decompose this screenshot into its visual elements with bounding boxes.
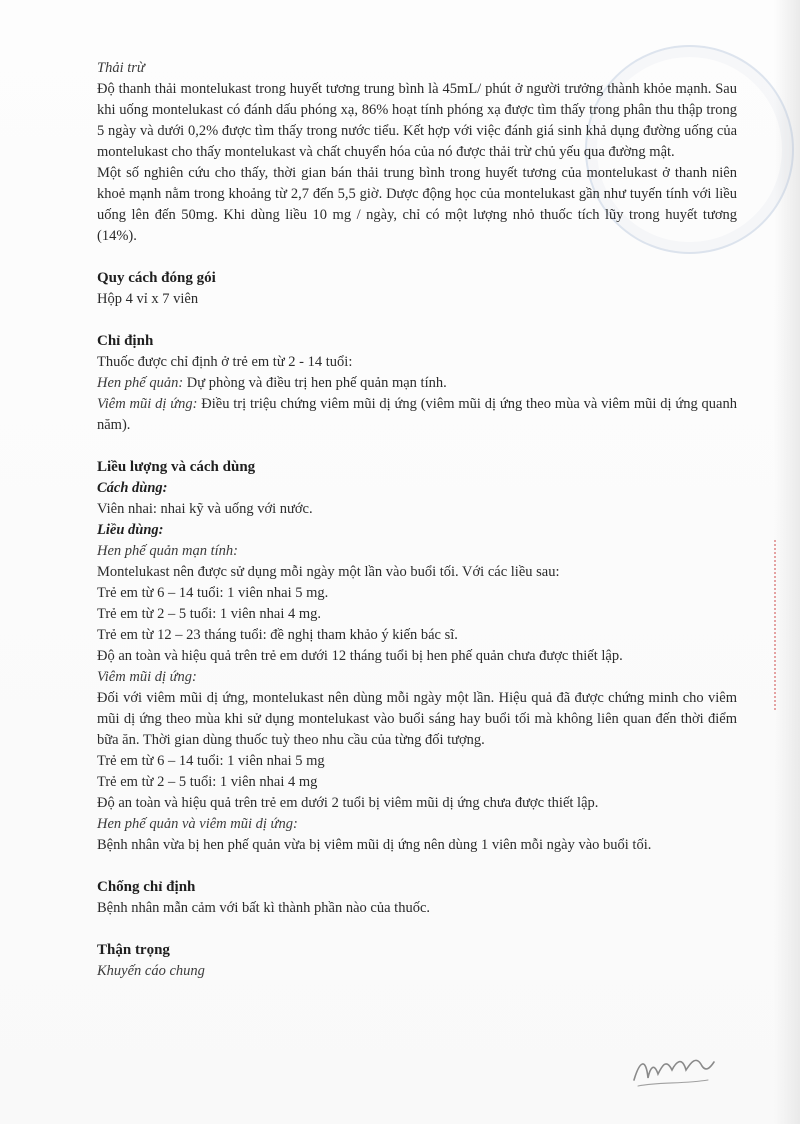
chi-dinh-viem-text: Điều trị triệu chứng viêm mũi dị ứng (viêm mũi dị ứng theo mùa và viêm mũi dị ứng quanh năm). <box>97 396 737 433</box>
hen-man-line-3: Trẻ em từ 2 – 5 tuổi: 1 viên nhai 4 mg. <box>97 606 322 622</box>
ket-hop-text: Bệnh nhân vừa bị hen phế quản vừa bị viêm mũi dị ứng nên dùng 1 viên mỗi ngày vào buổi tối. <box>97 837 652 853</box>
chi-dinh-hen-label: Hen phế quản: <box>97 375 184 391</box>
than-trong-subtitle: Khuyến cáo chung <box>97 963 205 979</box>
section-title-quy-cach: Quy cách đóng gói <box>97 270 216 286</box>
spacer <box>97 856 737 877</box>
spacer <box>97 310 737 331</box>
thai-tru-paragraph-1: Độ thanh thải montelukast trong huyết tương trung bình là 45mL/ phút ở người trưởng thành khỏe mạnh. Sau khi uống montelukast có đánh dấu phóng xạ, 86% hoạt tính phóng xạ được tìm thấy trong phân thu thập trong 5 ngày và dưới 0,2% được tìm thấy trong nước tiểu. Kết hợp với việc đánh giá sinh khả dụng đường uống của montelukast cho thấy montelukast và chất chuyển hóa của nó được thải trừ chủ yếu qua đường mật. <box>97 81 737 160</box>
viem-mui-line-4: Độ an toàn và hiệu quả trên trẻ em dưới 2 tuổi bị viêm mũi dị ứng chưa được thiết lập. <box>97 795 599 811</box>
quy-cach-text: Hộp 4 vỉ x 7 viên <box>97 291 199 307</box>
hen-man-line-2: Trẻ em từ 6 – 14 tuổi: 1 viên nhai 5 mg. <box>97 585 329 601</box>
thai-tru-paragraph-2: Một số nghiên cứu cho thấy, thời gian bán thải trung bình trong huyết tương của montelukast ở thanh niên khoẻ mạnh nằm trong khoảng từ 2,7 đến 5,5 giờ. Dược động học của montelukast gần như tuyến tính với liều uống lên đến 50mg. Khi dùng liều 10 mg / ngày, chỉ có một lượng nhỏ thuốc tích lũy trong huyết tương (14%). <box>97 165 737 244</box>
spacer <box>97 919 737 940</box>
lieu-dung-label: Liều dùng: <box>97 522 164 538</box>
cach-dung-text: Viên nhai: nhai kỹ và uống với nước. <box>97 501 313 517</box>
chi-dinh-hen <box>97 373 737 394</box>
section-title-chi-dinh: Chỉ định <box>97 333 154 349</box>
viem-mui-paragraph: Đối với viêm mũi dị ứng, montelukast nên dùng mỗi ngày một lần. Hiệu quả đã được chứng minh cho viêm mũi dị ứng theo mùa khi sử dụng montelukast vào buổi sáng hay buổi tối mà không liên quan đến thời điểm bữa ăn. Thời gian dùng thuốc tuỳ theo nhu cầu của từng đối tượng. <box>97 690 737 748</box>
chi-dinh-intro: Thuốc được chỉ định ở trẻ em từ 2 - 14 tuổi: <box>97 354 353 370</box>
section-title-lieu-luong: Liều lượng và cách dùng <box>97 459 256 475</box>
red-edge-mark <box>774 540 794 710</box>
cach-dung-label: Cách dùng: <box>97 480 168 496</box>
hen-man-line-5: Độ an toàn và hiệu quả trên trẻ em dưới 12 tháng tuổi bị hen phế quản chưa được thiết lập. <box>97 648 623 664</box>
hen-man-label: Hen phế quản mạn tính: <box>97 543 238 559</box>
section-title-than-trong: Thận trọng <box>97 942 170 958</box>
chi-dinh-hen-text: Dự phòng và điều trị hen phế quản mạn tính. <box>183 375 447 391</box>
chong-chi-dinh-text: Bệnh nhân mẫn cảm với bất kì thành phần nào của thuốc. <box>97 900 431 916</box>
viem-mui-label: Viêm mũi dị ứng: <box>97 669 197 685</box>
section-title-thai-tru: Thải trừ <box>97 60 145 76</box>
chi-dinh-viem <box>97 394 737 436</box>
document-content <box>97 58 737 982</box>
spacer <box>97 247 737 268</box>
spacer <box>97 436 737 457</box>
viem-mui-line-3: Trẻ em từ 2 – 5 tuổi: 1 viên nhai 4 mg <box>97 774 318 790</box>
chi-dinh-viem-label: Viêm mũi dị ứng: <box>97 396 198 412</box>
hen-man-line-4: Trẻ em từ 12 – 23 tháng tuổi: đề nghị tham khảo ý kiến bác sĩ. <box>97 627 458 643</box>
handwritten-signature <box>628 1040 718 1094</box>
ket-hop-label: Hen phế quản và viêm mũi dị ứng: <box>97 816 298 832</box>
section-title-chong-chi-dinh: Chống chỉ định <box>97 879 196 895</box>
hen-man-line-1: Montelukast nên được sử dụng mỗi ngày một lần vào buổi tối. Với các liều sau: <box>97 564 560 580</box>
viem-mui-line-2: Trẻ em từ 6 – 14 tuổi: 1 viên nhai 5 mg <box>97 753 325 769</box>
